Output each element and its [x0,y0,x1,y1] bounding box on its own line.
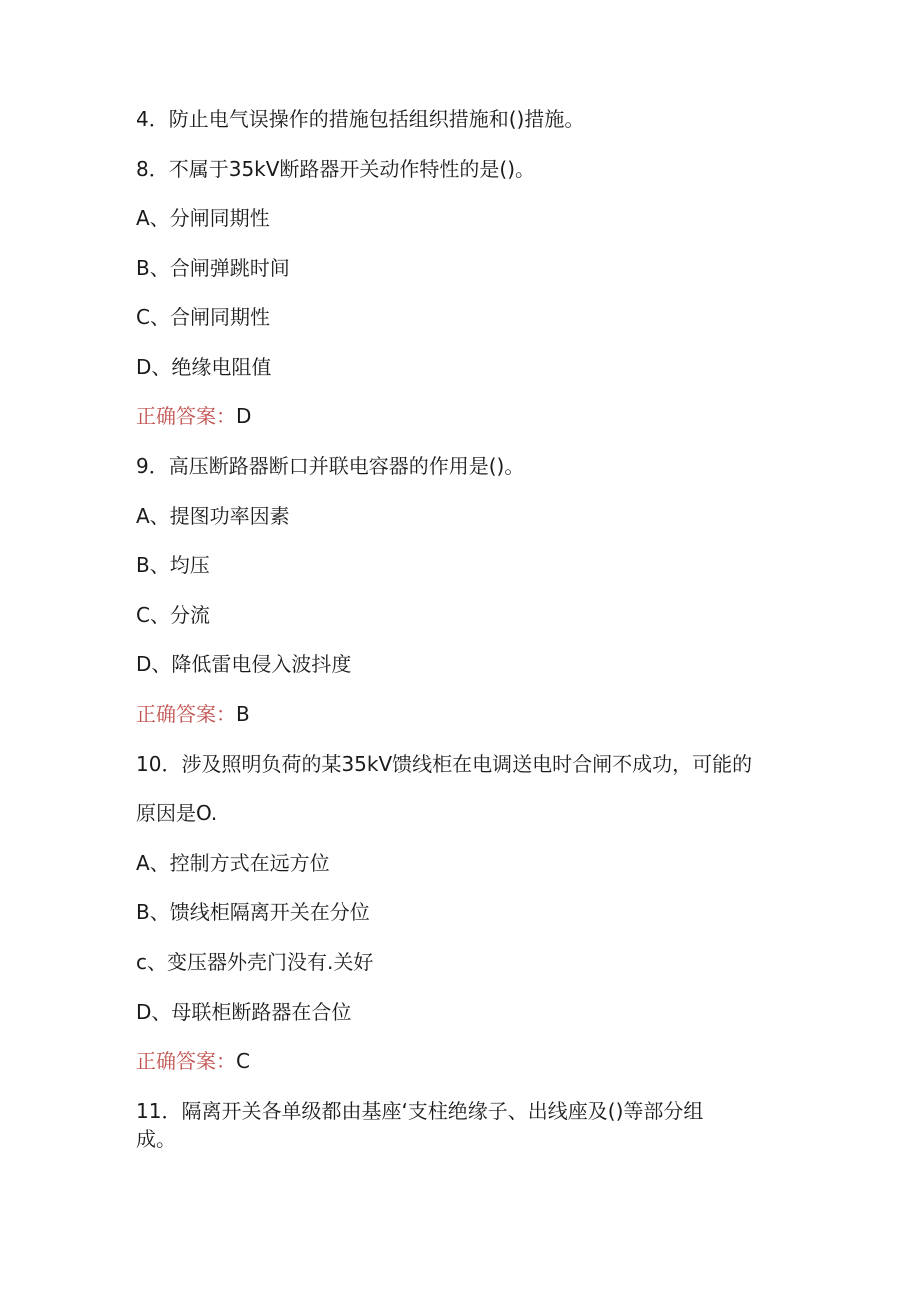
question-9-option-d: D、降低雷电侵入波抖度 [136,652,352,676]
answer-label: 正确答案： [136,1049,236,1073]
question-9-option-a: A、提图功率因素 [136,504,290,528]
question-10-option-a: A、控制方式在远方位 [136,851,330,875]
question-8-option-d: D、绝缘电阻值 [136,355,272,379]
question-8-option-a: A、分闸同期性 [136,206,270,230]
question-9-option-b: B、均压 [136,553,210,577]
answer-value: C [236,1049,250,1073]
answer-label: 正确答案： [136,404,236,428]
question-9-stem: 9．高压断路器断口并联电容器的作用是()。 [136,454,525,478]
question-11-stem-line2: 成。 [136,1127,176,1151]
answer-label: 正确答案： [136,702,236,726]
question-8-option-b: B、合闸弹跳时间 [136,256,290,280]
question-10-stem-line1: 10．涉及照明负荷的某35kV馈线柜在电调送电时合闸不成功，可能的 [136,752,753,776]
question-10-option-b: B、馈线柜隔离开关在分位 [136,900,370,924]
question-4: 4．防止电气误操作的措施包括组织措施和()措施。 [136,107,585,131]
question-10-stem-line2: 原因是O. [136,801,218,825]
answer-value: D [236,404,252,428]
answer-value: B [236,702,250,726]
question-8-stem: 8．不属于35kV断路器开关动作特性的是()。 [136,157,536,181]
question-10-option-d: D、母联柜断路器在合位 [136,1000,352,1024]
question-9-answer [136,700,250,728]
question-8-answer [136,402,251,430]
question-10-answer [136,1047,250,1075]
question-9-option-c: C、分流 [136,603,210,627]
question-10-option-c: c、变压器外壳门没有.关好 [136,950,374,974]
question-8-option-c: C、合闸同期性 [136,305,270,329]
question-11-stem-line1: 11．隔离开关各单级都由基座‘支柱绝缘子、出线座及()等部分组 [136,1099,704,1123]
